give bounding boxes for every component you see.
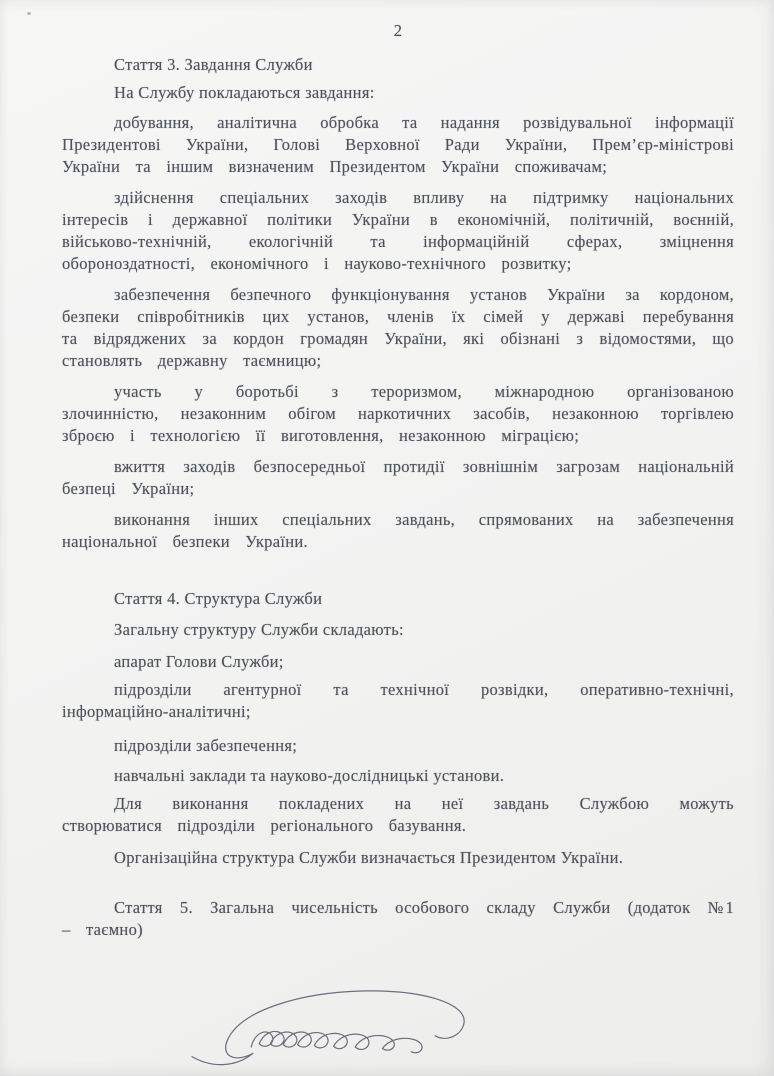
article-3-intro: На Службу покладаються завдання: [114, 83, 375, 102]
article-4-item-3: підрозділи забезпечення; [114, 736, 298, 755]
handwritten-signature-icon [182, 983, 522, 1075]
article-4-intro: Загальну структуру Служби складають: [114, 620, 404, 639]
article-3-heading: Стаття 3. Завдання Служби [114, 55, 313, 74]
article-3-item-5: вжиття заходів безпосередньої протидії зовнішнім загрозам національній безпеці України; [62, 457, 734, 498]
page-number: 2 [393, 21, 403, 40]
article-4-item-1: апарат Голови Служби; [114, 652, 284, 671]
article-5-heading: Стаття 5. Загальна чисельність особового складу Служби (додаток №1 – таємно) [62, 898, 734, 939]
article-4-paragraph-2: Організаційна структура Служби визначається Президентом України. [114, 848, 624, 867]
scan-speck [27, 12, 31, 15]
article-3-item-6: виконання інших спеціальних завдань, спрямованих на забезпечення національної безпеки України. [62, 510, 734, 551]
article-3-item-2: здійснення спеціальних заходів впливу на підтримку національних інтересів і державної політики України в економічній, політичній, воєнній, військово-технічній, екологічній та інформаційній сферах, зміцнення обороноздатності, економічного і науково-технічного розвитку; [62, 188, 734, 273]
article-3-item-3: забезпечення безпечного функціонування установ України за кордоном, безпеки співробітників цих установ, членів їх сімей у державі перебування та відряджених за кордон громадян України, які обізнані з відомостями, що становлять державну таємницю; [62, 285, 734, 370]
article-4-paragraph-1: Для виконання покладених на неї завдань Службою можуть створюватися підрозділи регіонального базування. [62, 794, 734, 835]
article-4-item-4: навчальні заклади та науково-дослідницькі установи. [114, 766, 505, 785]
article-4-heading: Стаття 4. Структура Служби [114, 589, 323, 608]
article-4-item-2: підрозділи агентурної та технічної розвідки, оперативно-технічні, інформаційно-аналітичні; [62, 680, 734, 721]
article-3-item-1: добування, аналітична обробка та надання розвідувальної інформації Президентові України, Голові Верховної Ради України, Прем’єр-міністрові України та іншим визначеним Президентом України споживачам; [62, 113, 734, 176]
article-3-item-4: участь у боротьбі з тероризмом, міжнародною організованою злочинністю, незаконним обігом наркотичних засобів, незаконною торгівлею зброєю і технологією її виготовлення, незаконною міграцією; [62, 382, 734, 445]
